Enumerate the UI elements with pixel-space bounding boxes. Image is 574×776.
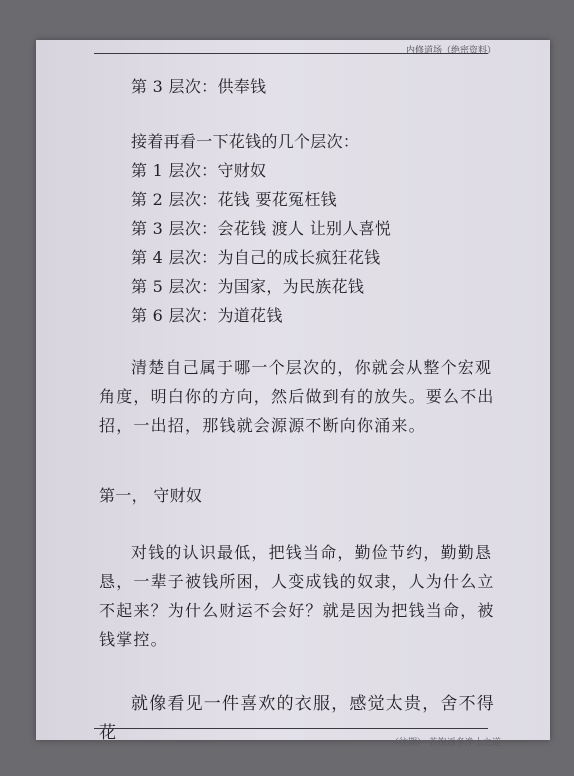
level-line: 第 4 层次：为自己的成长疯狂花钱: [131, 248, 381, 267]
header-rule: [94, 53, 488, 54]
level-line-top: 第 3 层次：供奉钱: [131, 77, 267, 96]
running-header: 内修道场（绝密资料）: [405, 46, 496, 56]
paragraph: 对钱的认识最低，把钱当命，勤俭节约，勤勤恳恳，一辈子被钱所困，人变成钱的奴隶，人为什么立不起来？为什么财运不会好？就是因为把钱当命，被钱掌控。: [99, 543, 495, 649]
section-intro: 接着再看一下花钱的几个层次：: [131, 132, 360, 151]
running-footer: （往期） 若饱返多净土之道: [390, 738, 501, 748]
level-line: 第 6 层次：为道花钱: [131, 306, 283, 325]
level-line: 第 3 层次：会花钱 渡人 让别人喜悦: [131, 219, 392, 238]
section-heading: 第一， 守财奴: [99, 486, 203, 505]
level-line: 第 5 层次：为国家，为民族花钱: [131, 277, 365, 296]
footer-rule: [94, 728, 488, 729]
paragraph: 就像看见一件喜欢的衣服，感觉太贵，舍不得花: [99, 694, 495, 743]
level-line: 第 1 层次：守财奴: [131, 161, 267, 180]
paragraph: 清楚自己属于哪一个层次的，你就会从整个宏观角度，明白你的方向，然后做到有的放失。要么不出招，一出招，那钱就会源源不断向你涌来。: [99, 358, 495, 435]
level-line: 第 2 层次：花钱 要花冤枉钱: [131, 190, 337, 209]
